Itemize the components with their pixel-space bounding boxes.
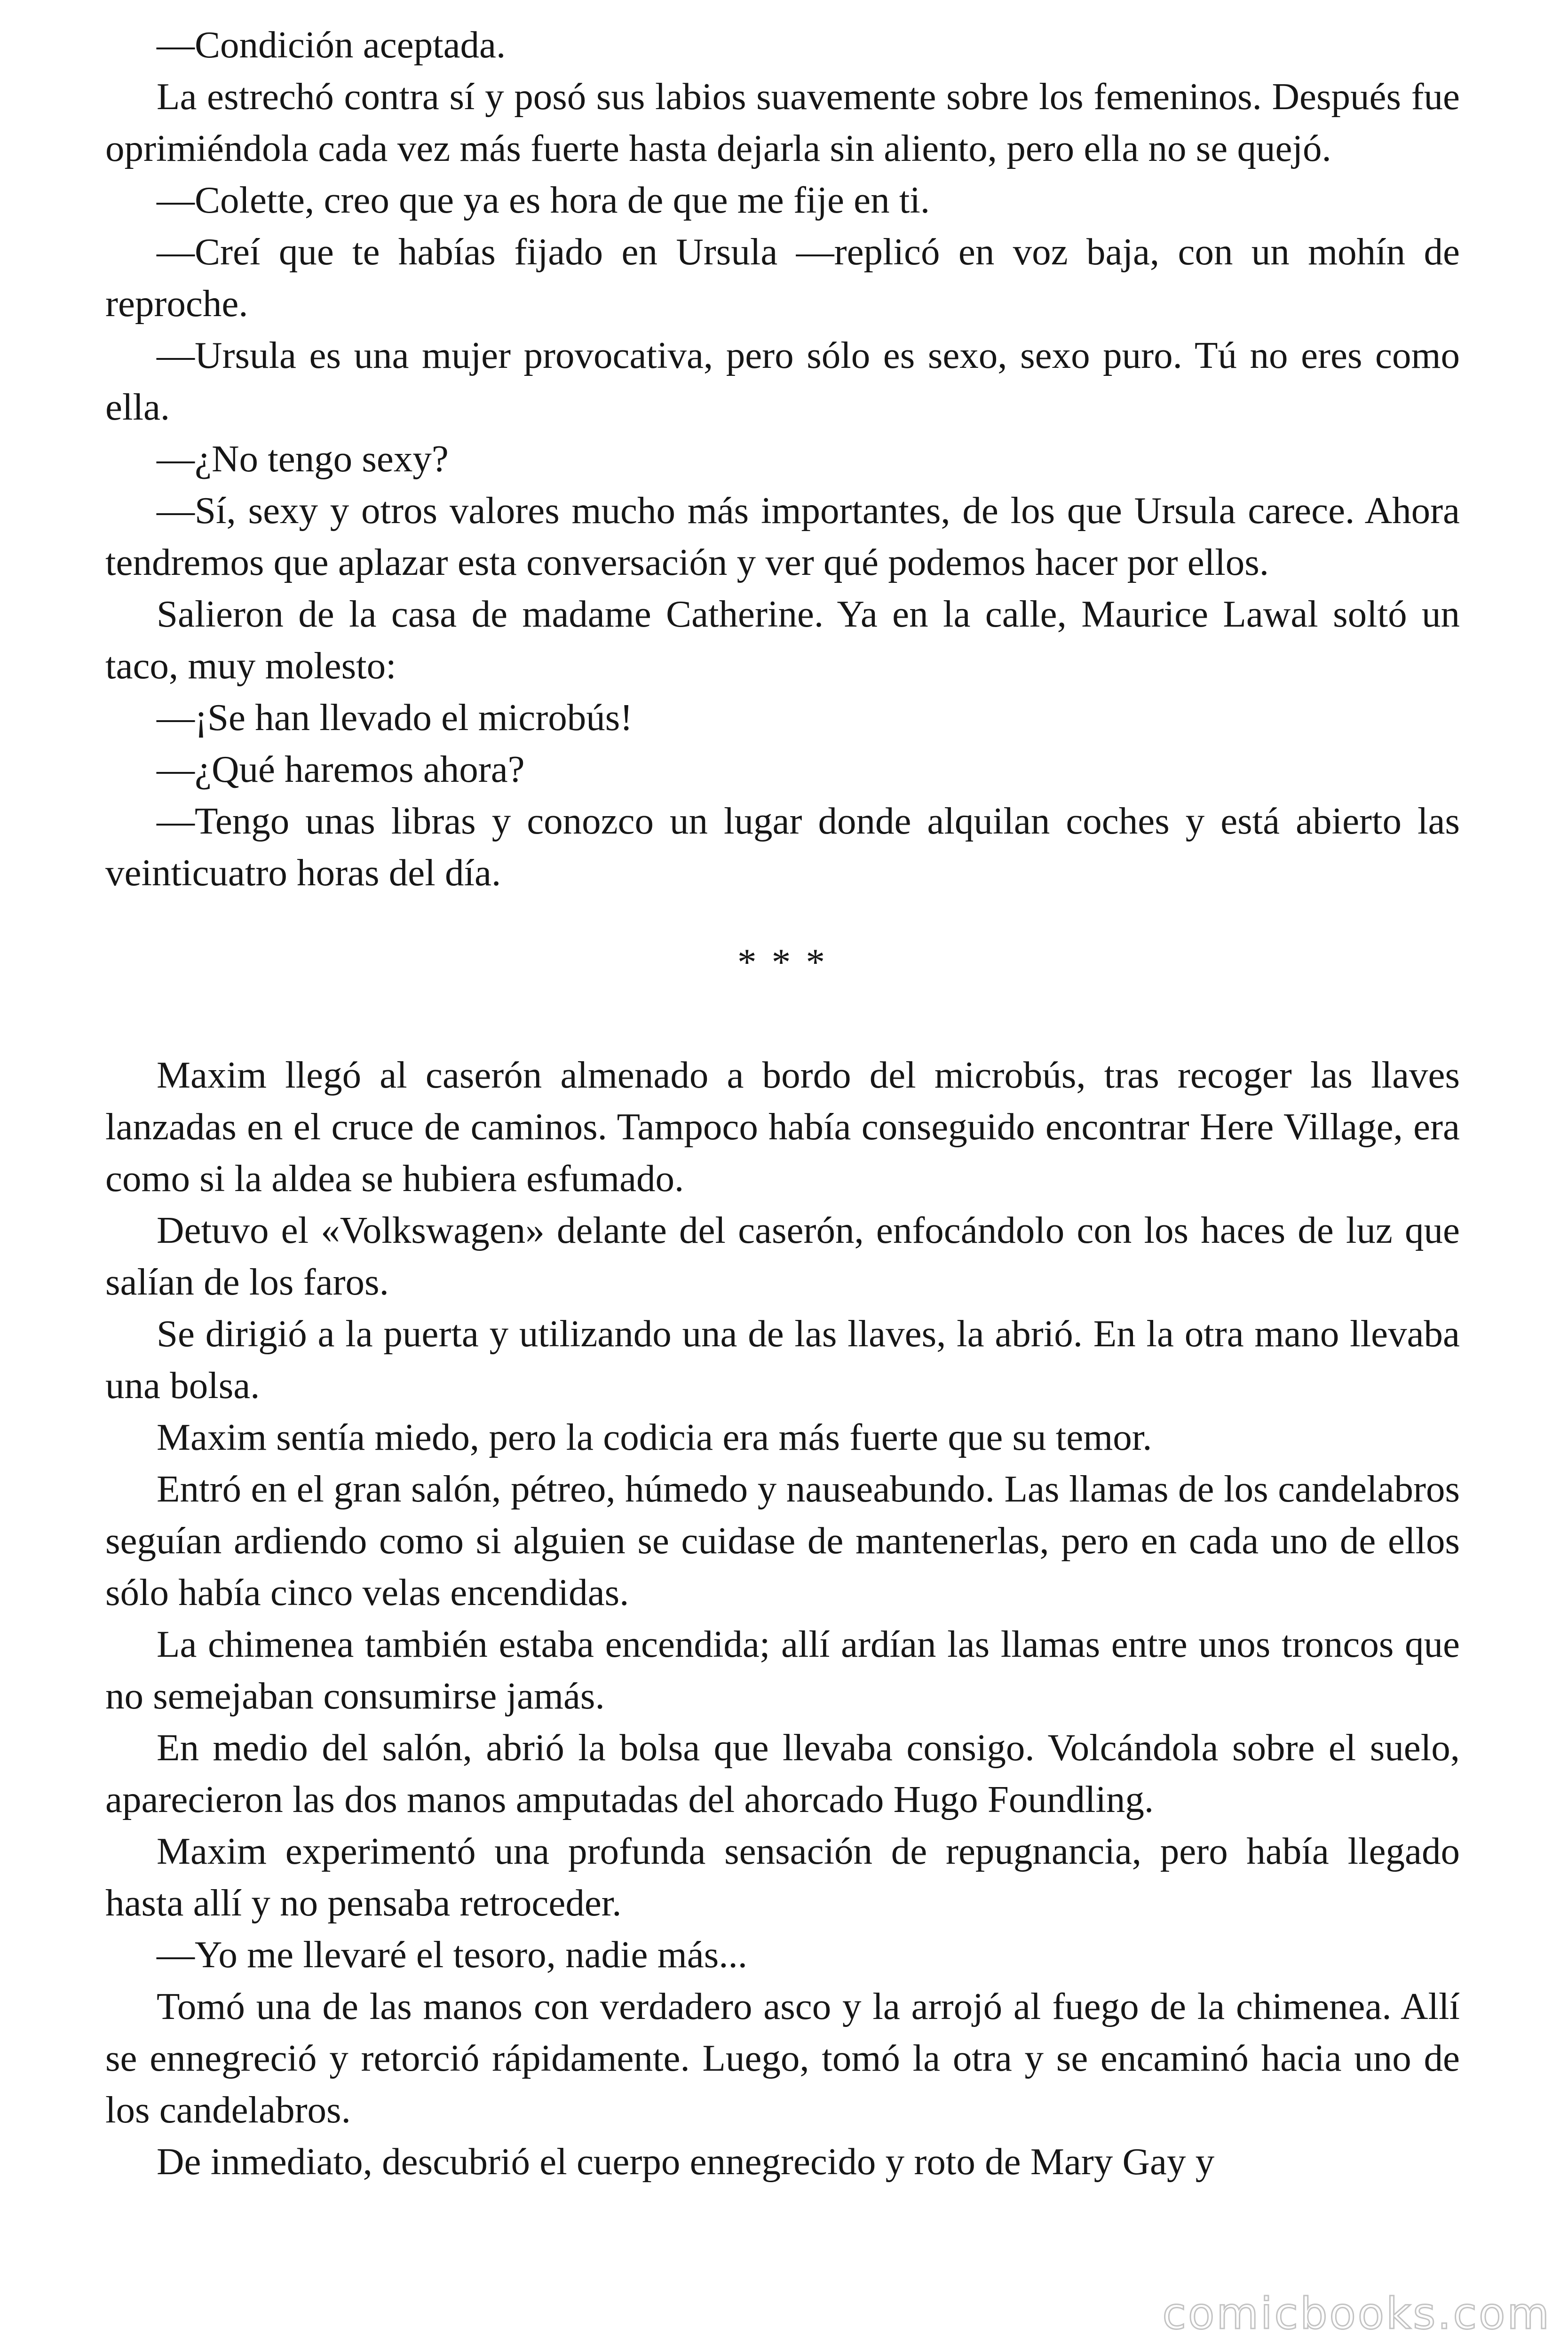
paragraph: De inmediato, descubrió el cuerpo ennegrecido y roto de Mary Gay y bbox=[157, 2140, 1215, 2183]
paragraph: Maxim llegó al caserón almenado a bordo del microbús, tras recoger las llaves lanzadas en el cruce de caminos. Tampoco había conseguido encontrar Here Village, era como si la aldea se hubiera esfumado. bbox=[105, 1054, 1460, 1200]
paragraph: Maxim experimentó una profunda sensación de repugnancia, pero había llegado hasta allí y no pensaba retroceder. bbox=[105, 1830, 1460, 1924]
paragraph: —Colette, creo que ya es hora de que me fije en ti. bbox=[157, 179, 930, 221]
paragraph: —Condición aceptada. bbox=[157, 24, 506, 66]
paragraph: —Sí, sexy y otros valores mucho más importantes, de los que Ursula carece. Ahora tendremos que aplazar esta conversación y ver qué podemos hacer por ellos. bbox=[105, 489, 1460, 583]
book-page bbox=[105, 19, 1460, 2187]
paragraph: Detuvo el «Volkswagen» delante del caserón, enfocándolo con los haces de luz que salían de los faros. bbox=[105, 1209, 1460, 1303]
paragraph: —¿Qué haremos ahora? bbox=[157, 748, 525, 790]
paragraph: —Creí que te habías fijado en Ursula —replicó en voz baja, con un mohín de reproche. bbox=[105, 230, 1460, 325]
paragraph: La chimenea también estaba encendida; allí ardían las llamas entre unos troncos que no semejaban consumirse jamás. bbox=[105, 1623, 1460, 1717]
paragraph: Se dirigió a la puerta y utilizando una de las llaves, la abrió. En la otra mano llevaba una bolsa. bbox=[105, 1312, 1460, 1406]
paragraph: —Ursula es una mujer provocativa, pero sólo es sexo, sexo puro. Tú no eres como ella. bbox=[105, 334, 1460, 428]
paragraph: —¿No tengo sexy? bbox=[157, 437, 449, 480]
watermark-logo: comicbooks.com bbox=[1162, 2288, 1551, 2339]
paragraph: Maxim sentía miedo, pero la codicia era más fuerte que su temor. bbox=[157, 1416, 1152, 1458]
paragraph: —¡Se han llevado el microbús! bbox=[157, 696, 633, 739]
paragraph: Entró en el gran salón, pétreo, húmedo y nauseabundo. Las llamas de los candelabros seguían ardiendo como si alguien se cuidase de mantenerlas, pero en cada uno de ellos sólo había cinco velas encendidas. bbox=[105, 1468, 1460, 1613]
section-separator: * * * bbox=[737, 941, 828, 983]
paragraph: —Tengo unas libras y conozco un lugar donde alquilan coches y está abierto las veinticuatro horas del día. bbox=[105, 800, 1460, 894]
paragraph: Salieron de la casa de madame Catherine. Ya en la calle, Maurice Lawal soltó un taco, muy molesto: bbox=[105, 593, 1460, 687]
paragraph: En medio del salón, abrió la bolsa que llevaba consigo. Volcándola sobre el suelo, aparecieron las dos manos amputadas del ahorcado Hugo Foundling. bbox=[105, 1726, 1460, 1820]
paragraph: La estrechó contra sí y posó sus labios suavemente sobre los femeninos. Después fue oprimiéndola cada vez más fuerte hasta dejarla sin aliento, pero ella no se quejó. bbox=[105, 75, 1460, 169]
paragraph: Tomó una de las manos con verdadero asco y la arrojó al fuego de la chimenea. Allí se ennegreció y retorció rápidamente. Luego, tomó la otra y se encaminó hacia uno de los candelabros. bbox=[105, 1985, 1460, 2131]
paragraph: —Yo me llevaré el tesoro, nadie más... bbox=[157, 1933, 747, 1976]
